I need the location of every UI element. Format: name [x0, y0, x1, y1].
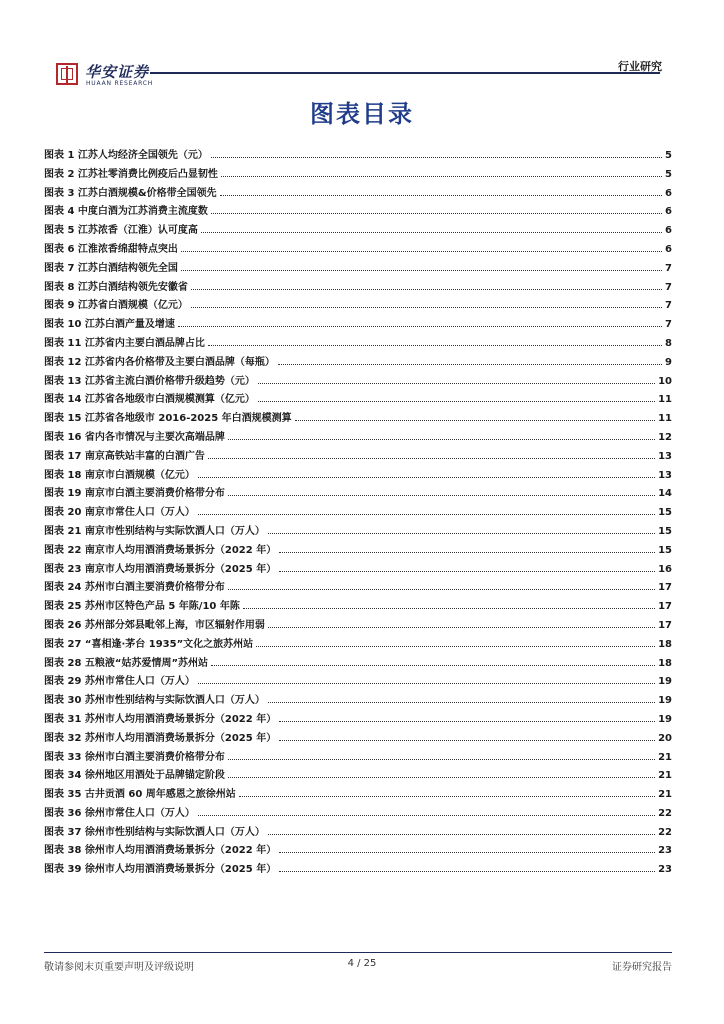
toc-entry-page: 5 — [665, 168, 672, 180]
toc-entry-page: 15 — [658, 507, 672, 519]
toc-leader-dots — [268, 533, 655, 534]
toc-entry-label: 图表 13 江苏省主流白酒价格带升级趋势（元） — [44, 375, 255, 387]
toc-entry-label: 图表 26 苏州部分郊县毗邻上海，市区辐射作用弱 — [44, 619, 265, 631]
toc-leader-dots — [211, 213, 662, 214]
toc-leader-dots — [220, 195, 662, 196]
toc-entry-page: 21 — [658, 770, 672, 782]
toc-entry[interactable] — [44, 334, 672, 353]
toc-entry-label: 图表 31 苏州市人均用酒消费场景拆分（2022 年） — [44, 713, 277, 725]
toc-leader-dots — [198, 815, 655, 816]
toc-entry-page: 21 — [658, 751, 672, 763]
toc-entry[interactable] — [44, 672, 672, 691]
toc-leader-dots — [211, 665, 655, 666]
toc-entry-page: 15 — [658, 525, 672, 537]
toc-leader-dots — [198, 514, 655, 515]
toc-entry-label: 图表 3 江苏白酒规模&价格带全国领先 — [44, 187, 217, 199]
toc-entry[interactable] — [44, 315, 672, 334]
toc-entry-label: 图表 18 南京市白酒规模（亿元） — [44, 469, 195, 481]
toc-entry-label: 图表 20 南京市常住人口（万人） — [44, 507, 195, 519]
toc-entry-page: 22 — [658, 826, 672, 838]
toc-entry-page: 6 — [665, 206, 672, 218]
toc-entry[interactable] — [44, 390, 672, 409]
toc-leader-dots — [221, 176, 662, 177]
toc-leader-dots — [198, 683, 655, 684]
section-label: 行业研究 — [618, 60, 662, 73]
toc-leader-dots — [191, 289, 662, 290]
toc-leader-dots — [228, 759, 655, 760]
toc-entry[interactable] — [44, 484, 672, 503]
toc-entry-label: 图表 34 徐州地区用酒处于品牌锚定阶段 — [44, 770, 225, 782]
toc-entry-page: 7 — [665, 300, 672, 312]
toc-entry[interactable] — [44, 372, 672, 391]
toc-entry-page: 5 — [665, 150, 672, 161]
toc-entry-page: 23 — [658, 864, 672, 876]
toc-entry-page: 19 — [658, 695, 672, 707]
toc-leader-dots — [228, 439, 655, 440]
toc-entry-label: 图表 10 江苏白酒产量及增速 — [44, 319, 175, 331]
toc-entry-label: 图表 36 徐州市常住人口（万人） — [44, 807, 195, 819]
toc-leader-dots — [258, 383, 655, 384]
toc-leader-dots — [208, 458, 655, 459]
toc-entry-label: 图表 8 江苏白酒结构领先安徽省 — [44, 281, 188, 293]
toc-entry[interactable] — [44, 353, 672, 372]
toc-entry[interactable] — [44, 635, 672, 654]
toc-leader-dots — [268, 834, 655, 835]
toc-entry-label: 图表 6 江淮浓香绵甜特点突出 — [44, 243, 178, 255]
toc-entry-page: 23 — [658, 845, 672, 857]
toc-leader-dots — [268, 627, 655, 628]
toc-entry-label: 图表 14 江苏省各地级市白酒规模测算（亿元） — [44, 394, 255, 406]
toc-leader-dots — [256, 646, 655, 647]
toc-entry[interactable] — [44, 146, 672, 165]
toc-entry[interactable] — [44, 766, 672, 785]
toc-entry-page: 11 — [658, 413, 672, 425]
toc-entry-label: 图表 38 徐州市人均用酒消费场景拆分（2022 年） — [44, 845, 277, 857]
toc-leader-dots — [279, 552, 655, 553]
toc-entry[interactable] — [44, 748, 672, 767]
toc-entry-page: 16 — [658, 563, 672, 575]
toc-leader-dots — [181, 270, 662, 271]
toc-entry-label: 图表 37 徐州市性别结构与实际饮酒人口（万人） — [44, 826, 265, 838]
toc-entry-page: 14 — [658, 488, 672, 500]
toc-entry-label: 图表 16 省内各市情况与主要次高端品牌 — [44, 431, 225, 443]
toc-entry-label: 图表 15 江苏省各地级市 2016-2025 年白酒规模测算 — [44, 413, 292, 425]
toc-entry-label: 图表 39 徐州市人均用酒消费场景拆分（2025 年） — [44, 864, 277, 876]
toc-leader-dots — [279, 740, 655, 741]
toc-leader-dots — [228, 495, 655, 496]
toc-entry-label: 图表 19 南京市白酒主要消费价格带分布 — [44, 488, 225, 500]
huaan-logo-icon — [56, 63, 78, 85]
toc-entry-label: 图表 24 苏州市白酒主要消费价格带分布 — [44, 582, 225, 594]
table-of-figures — [44, 146, 672, 879]
toc-entry-page: 15 — [658, 544, 672, 556]
toc-entry-page: 18 — [658, 657, 672, 669]
toc-entry-page: 18 — [658, 638, 672, 650]
toc-entry-label: 图表 29 苏州市常住人口（万人） — [44, 676, 195, 688]
toc-entry-label: 图表 21 南京市性别结构与实际饮酒人口（万人） — [44, 525, 265, 537]
toc-leader-dots — [258, 401, 655, 402]
toc-leader-dots — [211, 157, 662, 158]
toc-entry[interactable] — [44, 184, 672, 203]
toc-leader-dots — [279, 721, 655, 722]
toc-entry-page: 6 — [665, 225, 672, 237]
toc-entry-label: 图表 22 南京市人均用酒消费场景拆分（2022 年） — [44, 544, 277, 556]
toc-entry[interactable] — [44, 522, 672, 541]
toc-entry-label: 图表 33 徐州市白酒主要消费价格带分布 — [44, 751, 225, 763]
toc-entry[interactable] — [44, 578, 672, 597]
page-number: 4 / 25 — [347, 958, 377, 969]
toc-entry[interactable] — [44, 729, 672, 748]
toc-entry[interactable] — [44, 785, 672, 804]
toc-entry-label: 图表 4 中度白酒为江苏消费主流度数 — [44, 206, 208, 218]
logo-subtext: HUAAN RESEARCH — [86, 80, 154, 87]
toc-leader-dots — [295, 420, 655, 421]
footer-divider — [44, 952, 672, 953]
toc-entry-page: 10 — [658, 375, 672, 387]
toc-leader-dots — [181, 251, 662, 252]
toc-entry-page: 9 — [665, 356, 672, 368]
toc-entry-page: 17 — [658, 601, 672, 613]
toc-leader-dots — [279, 871, 655, 872]
toc-leader-dots — [278, 364, 662, 365]
toc-entry-label: 图表 30 苏州市性别结构与实际饮酒人口（万人） — [44, 695, 265, 707]
toc-entry[interactable] — [44, 560, 672, 579]
toc-entry[interactable] — [44, 165, 672, 184]
toc-entry-label: 图表 17 南京高铁站丰富的白酒广告 — [44, 450, 205, 462]
toc-entry-page: 6 — [665, 187, 672, 199]
toc-entry[interactable] — [44, 428, 672, 447]
toc-entry[interactable] — [44, 841, 672, 860]
toc-leader-dots — [279, 852, 655, 853]
toc-entry-label: 图表 35 古井贡酒 60 周年感恩之旅徐州站 — [44, 789, 236, 801]
toc-entry-label: 图表 11 江苏省内主要白酒品牌占比 — [44, 337, 205, 349]
toc-entry-label: 图表 5 江苏浓香（江淮）认可度高 — [44, 225, 198, 237]
toc-entry-page: 7 — [665, 319, 672, 331]
toc-entry-page: 17 — [658, 582, 672, 594]
toc-entry-label: 图表 7 江苏白酒结构领先全国 — [44, 262, 178, 274]
toc-entry-page: 8 — [665, 337, 672, 349]
toc-leader-dots — [201, 232, 662, 233]
toc-entry-page: 19 — [658, 713, 672, 725]
toc-entry-page: 20 — [658, 732, 672, 744]
toc-entry-page: 21 — [658, 789, 672, 801]
toc-entry-page: 19 — [658, 676, 672, 688]
toc-entry-page: 7 — [665, 281, 672, 293]
toc-entry[interactable] — [44, 823, 672, 842]
toc-leader-dots — [228, 589, 655, 590]
toc-entry[interactable] — [44, 503, 672, 522]
toc-entry-page: 17 — [658, 619, 672, 631]
toc-leader-dots — [279, 571, 655, 572]
toc-entry[interactable] — [44, 296, 672, 315]
toc-entry[interactable] — [44, 541, 672, 560]
report-type: 证券研究报告 — [612, 962, 672, 973]
toc-leader-dots — [268, 702, 655, 703]
toc-entry-page: 12 — [658, 431, 672, 443]
toc-entry[interactable] — [44, 240, 672, 259]
toc-entry[interactable] — [44, 804, 672, 823]
toc-entry[interactable] — [44, 466, 672, 485]
toc-entry[interactable] — [44, 447, 672, 466]
toc-entry-page: 13 — [658, 469, 672, 481]
footer-disclaimer: 敬请参阅末页重要声明及评级说明 — [44, 962, 194, 973]
toc-entry-label: 图表 32 苏州市人均用酒消费场景拆分（2025 年） — [44, 732, 277, 744]
toc-leader-dots — [228, 777, 655, 778]
toc-entry-label: 图表 27 “喜相逢·茅台 1935”文化之旅苏州站 — [44, 638, 254, 650]
toc-leader-dots — [178, 326, 662, 327]
toc-entry-label: 图表 28 五粮液“姑苏爱情周”苏州站 — [44, 657, 209, 669]
toc-entry-label: 图表 23 南京市人均用酒消费场景拆分（2025 年） — [44, 563, 277, 575]
logo-text: 华安证券 — [85, 63, 150, 81]
toc-entry[interactable] — [44, 597, 672, 616]
toc-leader-dots — [191, 307, 662, 308]
toc-entry-page: 7 — [665, 262, 672, 274]
toc-entry[interactable] — [44, 691, 672, 710]
toc-entry-page: 22 — [658, 807, 672, 819]
toc-entry[interactable] — [44, 710, 672, 729]
toc-entry-page: 6 — [665, 243, 672, 255]
toc-leader-dots — [198, 477, 655, 478]
page-title: 图表目录 — [310, 100, 414, 128]
toc-entry[interactable] — [44, 616, 672, 635]
toc-entry[interactable] — [44, 860, 672, 879]
toc-entry-page: 11 — [658, 394, 672, 406]
toc-entry[interactable] — [44, 221, 672, 240]
toc-entry-label: 图表 9 江苏省白酒规模（亿元） — [44, 300, 188, 312]
toc-entry-label: 图表 12 江苏省内各价格带及主要白酒品牌（每瓶） — [44, 356, 275, 368]
toc-entry[interactable] — [44, 654, 672, 673]
toc-entry[interactable] — [44, 409, 672, 428]
toc-entry[interactable] — [44, 278, 672, 297]
toc-leader-dots — [243, 608, 655, 609]
toc-entry[interactable] — [44, 202, 672, 221]
page-header — [0, 0, 724, 96]
toc-entry[interactable] — [44, 259, 672, 278]
toc-entry-label: 图表 25 苏州市区特色产品 5 年陈/10 年陈 — [44, 601, 240, 613]
toc-entry-label: 图表 2 江苏社零消费比例疫后凸显韧性 — [44, 168, 218, 180]
toc-entry-page: 13 — [658, 450, 672, 462]
header-divider — [150, 72, 660, 74]
toc-leader-dots — [208, 345, 662, 346]
toc-entry-label: 图表 1 江苏人均经济全国领先（元） — [44, 150, 208, 161]
toc-leader-dots — [239, 796, 655, 797]
